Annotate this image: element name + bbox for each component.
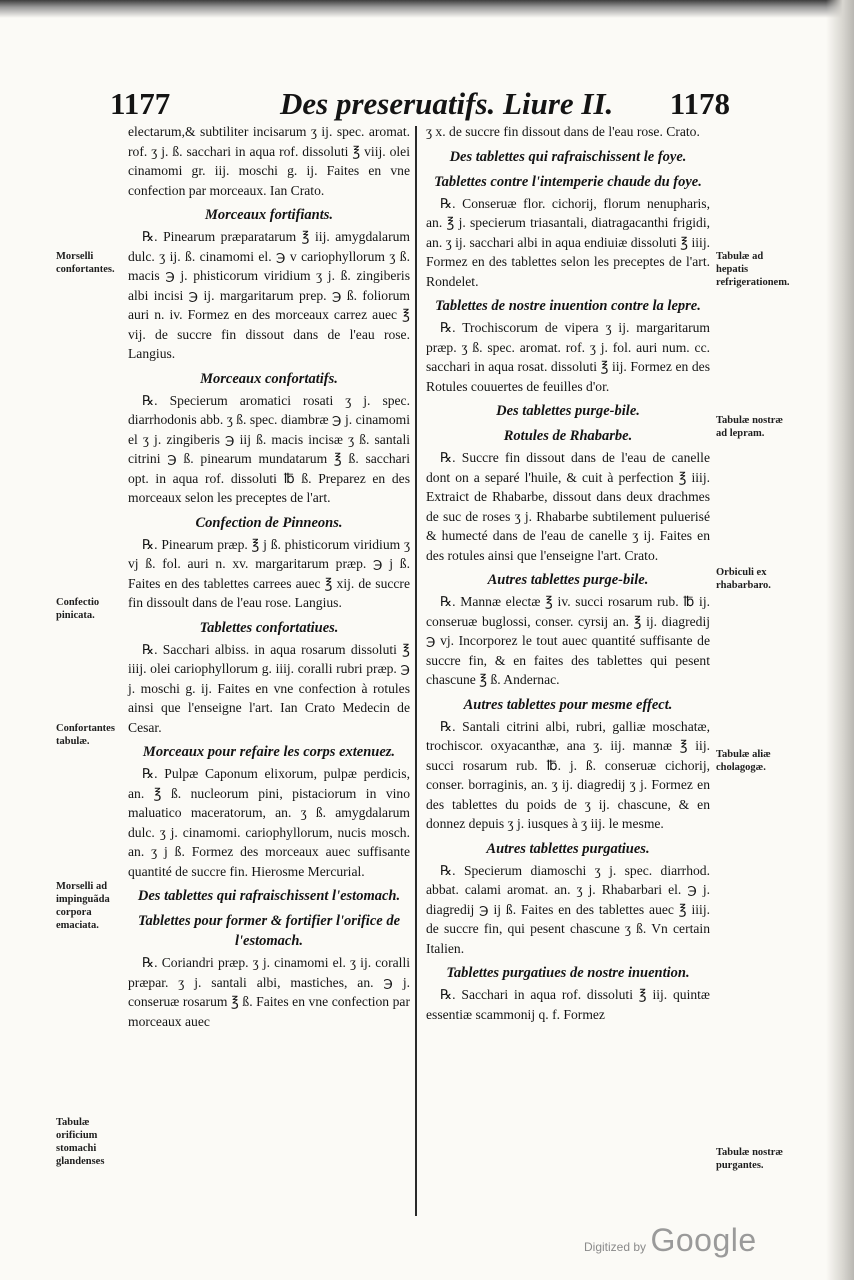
margin-note-left: Confortantes tabulæ. [56,723,115,747]
running-header [110,84,730,124]
section-heading: Tablettes de nostre inuention contre la lepre. [435,298,701,314]
section-heading: Autres tablettes purgatiues. [486,840,650,857]
paragraph: ℞. Trochiscorum de vipera ʒ ij. margaritarum præp. ʒ ß. spec. aromat. rof. ʒ j. fol. auri num. cc. sacchari in aqua rosat. dissoluti ℥ iij. Formez en des Rotules couuertes de feuilles d'or. [426,320,710,394]
paragraph: ℞. Mannæ electæ ℥ iv. succi rosarum rub. ℔ ij. conseruæ buglossi, conser. cyrsij an. ℥ ij. diagredij ℈ vj. Incorporez le tout auec quantité suffisante de succre fin, & en faites des tablettes qui pesent chascune ℥ ß. Andernac. [426,594,710,687]
section-heading: Des tablettes qui rafraischissent l'estomach. [137,888,401,904]
margin-note-right: Orbiculi ex rhabarbaro. [716,567,771,591]
page-top-edge [0,0,854,18]
section-heading: Autres tablettes pour mesme effect. [463,696,673,713]
paragraph: ℞. Coriandri præp. ʒ j. cinamomi el. ʒ ij. coralli præpar. ʒ j. santali albi, mastiches, an. ℈ j. conseruæ rosarum ℥ ß. Faites en vne confection par morceaux auec [128,955,410,1029]
section-heading: Tablettes contre l'intemperie chaude du foye. [434,173,702,190]
margin-note-right: Tabulæ aliæ cholagogæ. [716,749,771,773]
paragraph: ℞. Pulpæ Caponum elixorum, pulpæ perdicis, an. ℥ ß. nucleorum pini, pistaciorum in vino maluatico maceratorum, an. ʒ ß. amygdalarum dulc. ʒ j. cinamomi. cariophyllorum, nucis mosch. an. ʒ j ß. Formez des morceaux auec suffisante quantité de succre fin. Hierosme Mercurial. [128,766,410,879]
margin-note-right: Tabulæ nostræ ad lepram. [716,415,784,439]
paragraph: ℞. Pinearum præparatarum ℥ iij. amygdalarum dulc. ʒ ij. ß. cinamomi el. ℈ v cariophyllorum ʒ ß. macis ℈ j. phisticorum viridium ʒ j. ß. zingiberis albi incisi ℈ ij. margaritarum prep. ℈ ß. foliorum auri n. iv. Formez en des morceaux carrez auec ℥ vij. de succre fin dissout dans de l'eau rose. Langius. [128,229,410,361]
section-heading: Confection de Pinneons. [195,514,343,531]
paragraph: ℞. Sacchari in aqua rof. dissoluti ℥ iij. quintæ essentiæ scammonij q. f. Formez [426,987,710,1022]
section-heading: Rotules de Rhabarbe. [503,428,633,444]
section-heading: Autres tablettes purge-bile. [487,572,649,588]
digitized-by-text: Digitized by [584,1240,647,1254]
section-heading: Tablettes confortatiues. [199,619,339,636]
margin-note-left: Tabulæ orificium stomachi glandenses [56,1117,105,1167]
section-heading: Des tablettes purge-bile. [496,403,640,419]
paragraph: ʒ x. de succre fin dissout dans de l'eau rose. Crato. [426,124,700,139]
paragraph: ℞. Sacchari albiss. in aqua rosarum dissoluti ℥ iiij. olei cariophyllorum g. iiij. coralli rubri præp. ℈ j. moschi g. ij. Faites en vne confection à rotules ainsi que l'enseigne l'art. Ian Crato Medecin de Cesar. [128,641,410,735]
margin-note-left: Morselli confortantes. [56,251,115,275]
google-logo: Google [650,1222,757,1258]
section-heading: Morceaux fortifiants. [204,207,334,223]
margin-note-left: Morselli ad impinguãda corpora emaciata. [56,881,110,931]
margin-note-right: Tabulæ nostræ purgantes. [716,1147,784,1171]
section-heading: Tablettes purgatiues de nostre inuention. [446,965,690,981]
paragraph: ℞. Specierum diamoschi ʒ j. spec. diarrhod. abbat. calami aromat. an. ʒ j. Rhabarbari el. ℈ j. diagredij ℈ ij ß. Faites en des tablettes auec ℥ iiij. de succre fin, qui pesent chascune ʒ ß. Vn certain Italien. [426,862,710,956]
section-heading: Morceaux confortatifs. [200,370,338,387]
digitized-watermark [584,1222,757,1259]
paragraph: ℞. Conseruæ flor. cichorij, florum nenupharis, an. ℥ j. specierum triasantali, diatragacanthi frigidi, an. ʒ ij. sacchari albi in aqua endiuiæ dissoluti ℥ iiij. Formez en des tablettes selon les preceptes de l'art. Rondelet. [426,195,710,289]
left-column [128,122,410,1031]
running-title: Des preseruatifs. Liure II. [280,86,614,121]
paragraph: ℞. Santali citrini albi, rubri, galliæ moschatæ, trochiscor. oxyacanthæ, ana ʒ. iij. mannæ ℥ iij. succi rosarum rub. ℔. j. ß. conseruæ cichorij, conser. borraginis, an. ʒ ij. diagredij ʒ j. Formez en des tablettes du poids de ʒ ij. chascune, & en donnez depuis ʒ j. iusques à ʒ iij. le mesme. [426,718,710,831]
paragraph: electarum,& subtiliter incisarum ʒ ij. spec. aromat. rof. ʒ j. ß. sacchari in aqua rof. dissoluti ℥ viij. olei cinamomi gr. iij. moschi g. ij. Faites en vne confection par morceaux. Ian Crato. [128,124,410,198]
margin-note-right: Tabulæ ad hepatis refrigerationem. [716,251,790,288]
paragraph: ℞. Pinearum præp. ℥ j ß. phisticorum viridium ʒ vj ß. fol. auri n. xv. margaritarum præp. ℈ j ß. Faites en des tablettes carrees auec ℥ xij. de succre fin dissoult dans de l'eau rose. Langius. [128,536,410,610]
left-page-number: 1177 [110,86,171,121]
page-right-edge [826,0,854,1280]
section-heading: Morceaux pour refaire les corps extenuez. [142,744,396,760]
column-divider [415,126,417,1216]
section-heading: Tablettes pour former & fortifier l'orifice de l'estomach. [137,913,401,949]
section-heading: Des tablettes qui rafraischissent le foye. [449,148,687,165]
right-column [426,122,710,1024]
paragraph: ℞. Succre fin dissout dans de l'eau de canelle dont on a separé l'huile, & cuit à perfection ℥ iiij. Extraict de Rhabarbe, dissout dans deux drachmes de suc de roses ʒ j. Rhabarbe subtilement puluerisé & humecté dans de l'eau de canelle ʒ ij. Faites en des rotules ainsi que l'enseigne l'art. Crato. [426,450,710,563]
right-page-number: 1178 [669,86,730,121]
paragraph: ℞. Specierum aromatici rosati ʒ j. spec. diarrhodonis abb. ʒ ß. spec. diambræ ℈ j. cinamomi el ʒ j. zingiberis ℈ iij ß. macis incisæ ʒ ß. santali citrini ℈ ß. pinearum mundatarum ℥ ß. sacchari opt. in aqua rof. dissoluti ℔ ß. Preparez en des morceaux selon les preceptes de l'art. [128,392,410,505]
margin-note-left: Confectio pinicata. [56,597,100,621]
